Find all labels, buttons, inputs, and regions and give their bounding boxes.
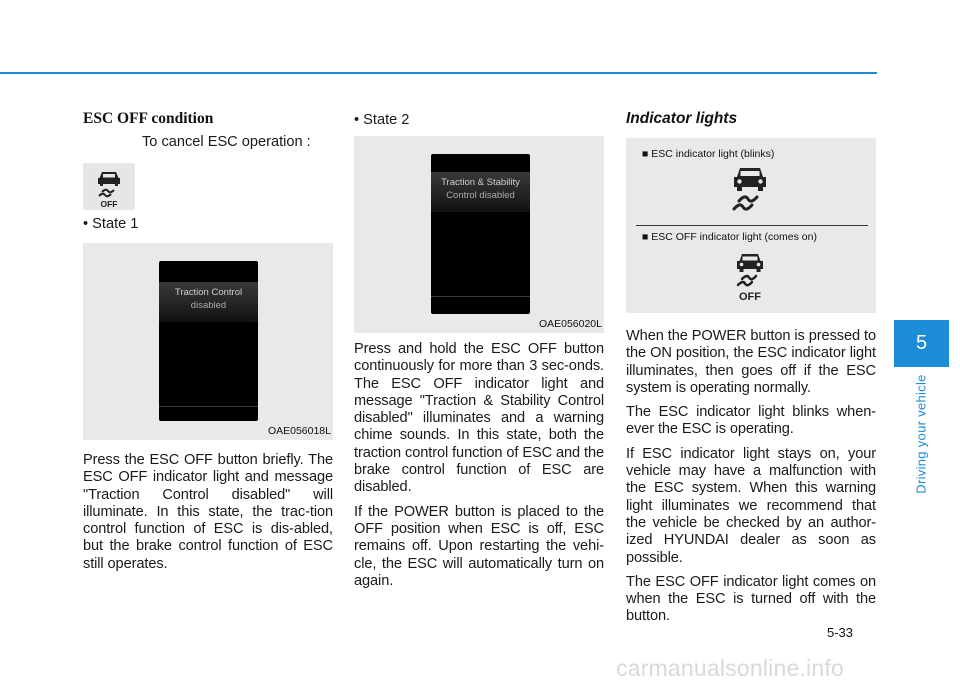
cancel-instruction: To cancel ESC operation : bbox=[142, 134, 311, 150]
state-1-label: • State 1 bbox=[83, 216, 139, 232]
page-number: 5-33 bbox=[827, 625, 854, 640]
screen-1-line-2: disabled bbox=[190, 300, 227, 311]
column-esc-off-condition bbox=[83, 100, 333, 580]
esc-off-indicator-icon bbox=[731, 251, 771, 308]
state-2-text bbox=[354, 341, 604, 590]
cluster-screen-2 bbox=[431, 154, 530, 314]
figure-code-2: OAE056020L bbox=[538, 318, 602, 330]
indicator-paragraph-3: If ESC indicator light stays on, your vehicle may have a malfunction with the ESC system. When this warning light illuminates we recommend that the vehicle be checked by an author-ized HYUNDAI dealer as soon as possible. bbox=[626, 445, 876, 566]
state-1-paragraph: Press the ESC OFF button briefly. The ESC OFF indicator light and message "Traction Control disabled" will illuminate. In this state, the trac-tion control function of ESC is dis-abled, but the brake control function of ESC still operates. bbox=[83, 452, 333, 572]
state-2-paragraph-2: If the POWER button is placed to the OFF position when ESC is off, ESC remains off. Upon restarting the vehi-cle, the ESC will automatically turn on again. bbox=[354, 503, 604, 589]
cluster-screen-1 bbox=[159, 261, 258, 421]
esc-indicator-label: ■ ESC indicator light (blinks) bbox=[642, 148, 775, 160]
state-2-label: • State 2 bbox=[354, 112, 410, 128]
esc-off-indicator-label: ■ ESC OFF indicator light (comes on) bbox=[642, 231, 817, 243]
indicator-paragraph-4: The ESC OFF indicator light comes on when the ESC is turned off with the button. bbox=[626, 573, 876, 625]
section-title: ESC OFF condition bbox=[83, 110, 214, 127]
screen-message-2 bbox=[431, 172, 530, 212]
figure-state-2 bbox=[354, 136, 604, 333]
state-2-paragraph-1: Press and hold the ESC OFF button continuously for more than 3 sec-onds. The ESC OFF indicator light and message "Traction & Stability Control disabled" illuminates and a warning chime sounds. In this state, both the traction control function of ESC and the brake control function of ESC are disabled. bbox=[354, 341, 604, 496]
figure-code-1: OAE056018L bbox=[267, 425, 331, 437]
column-indicator-lights bbox=[626, 100, 876, 633]
chapter-tab: 5 bbox=[894, 320, 949, 367]
cancel-row bbox=[83, 134, 333, 209]
esc-off-button-icon bbox=[83, 163, 135, 210]
indicator-text bbox=[626, 328, 876, 626]
column-state-2 bbox=[354, 100, 604, 597]
screen-1-line-1: Traction Control bbox=[174, 287, 243, 298]
indicator-separator bbox=[636, 225, 868, 226]
off-indicator-text: OFF bbox=[739, 291, 761, 303]
screen-2-line-1: Traction & Stability bbox=[441, 177, 520, 188]
indicator-lights-heading: Indicator lights bbox=[626, 110, 738, 127]
screen-message-1 bbox=[159, 282, 258, 322]
watermark: carmanualsonline.info bbox=[616, 655, 844, 681]
esc-indicator-icon bbox=[725, 165, 775, 222]
screen-2-line-2: Control disabled bbox=[446, 190, 515, 201]
indicator-paragraph-1: When the POWER button is pressed to the ON position, the ESC indicator light illuminates, then goes off if the ESC system is operating normally. bbox=[626, 328, 876, 396]
top-rule bbox=[0, 72, 877, 74]
off-icon-text: OFF bbox=[100, 199, 118, 209]
figure-state-1 bbox=[83, 243, 333, 440]
indicator-paragraph-2: The ESC indicator light blinks when-ever the ESC is operating. bbox=[626, 404, 876, 438]
chapter-title-vertical: Driving your vehicle bbox=[913, 374, 929, 494]
indicator-lights-figure bbox=[626, 138, 876, 313]
